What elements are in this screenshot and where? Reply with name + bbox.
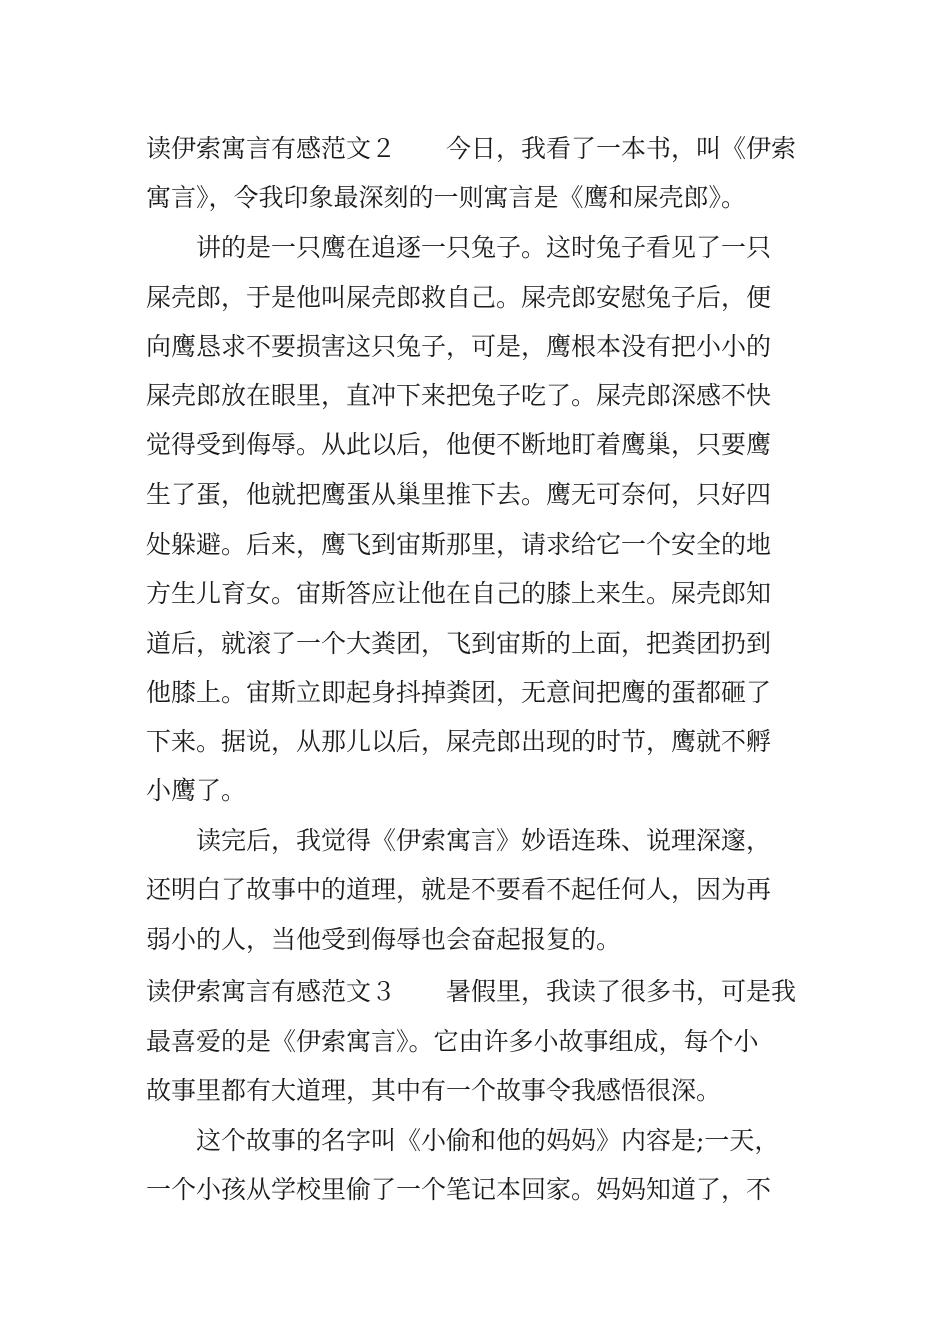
text-line: 处躲避。后来，鹰飞到宙斯那里，请求给它一个安全的地 <box>146 530 772 559</box>
text-line: 下来。据说，从那儿以后，屎壳郎出现的时节，鹰就不孵 <box>146 727 772 756</box>
text-line: 讲的是一只鹰在追逐一只兔子。这时兔子看见了一只 <box>146 233 772 262</box>
text-line: 寓言》，令我印象最深刻的一则寓言是《鹰和屎壳郎》。 <box>146 183 747 212</box>
text-line: 生了蛋，他就把鹰蛋从巢里推下去。鹰无可奈何，只好四 <box>146 480 772 509</box>
text-line: 弱小的人，当他受到侮辱也会奋起报复的。 <box>146 925 622 954</box>
text-line: 他膝上。宙斯立即起身抖掉粪团，无意间把鹰的蛋都砸了 <box>146 678 772 707</box>
text-line: 屎壳郎，于是他叫屎壳郎救自己。屎壳郎安慰兔子后，便 <box>146 283 772 312</box>
text-line: 这个故事的名字叫《小偷和他的妈妈》内容是;一天， <box>146 1126 780 1155</box>
text-line: 还明白了故事中的道理，就是不要看不起任何人，因为再 <box>146 875 772 904</box>
text-line: 读完后，我觉得《伊索寓言》妙语连珠、说理深邃， <box>146 826 772 855</box>
text-line: 读伊索寓言有感范文３ 暑假里，我读了很多书，可是我 <box>146 977 797 1006</box>
text-line: 向鹰恳求不要损害这只兔子，可是，鹰根本没有把小小的 <box>146 332 772 361</box>
text-line: 屎壳郎放在眼里，直冲下来把兔子吃了。屎壳郎深感不快 <box>146 381 772 410</box>
text-line: 觉得受到侮辱。从此以后，他便不断地盯着鹰巢，只要鹰 <box>146 430 772 459</box>
text-line: 方生儿育女。宙斯答应让他在自己的膝上来生。屎壳郎知 <box>146 579 772 608</box>
text-line: 最喜爱的是《伊索寓言》。它由许多小故事组成，每个小 <box>146 1027 759 1056</box>
text-line: 道后，就滚了一个大粪团，飞到宙斯的上面，把粪团扔到 <box>146 629 772 658</box>
text-line: 读伊索寓言有感范文２ 今日，我看了一本书，叫《伊索 <box>146 134 797 163</box>
text-line: 小鹰了。 <box>146 776 247 805</box>
text-line: 故事里都有大道理，其中有一个故事令我感悟很深。 <box>146 1076 722 1105</box>
text-line: 一个小孩从学校里偷了一个笔记本回家。妈妈知道了，不 <box>146 1175 772 1204</box>
